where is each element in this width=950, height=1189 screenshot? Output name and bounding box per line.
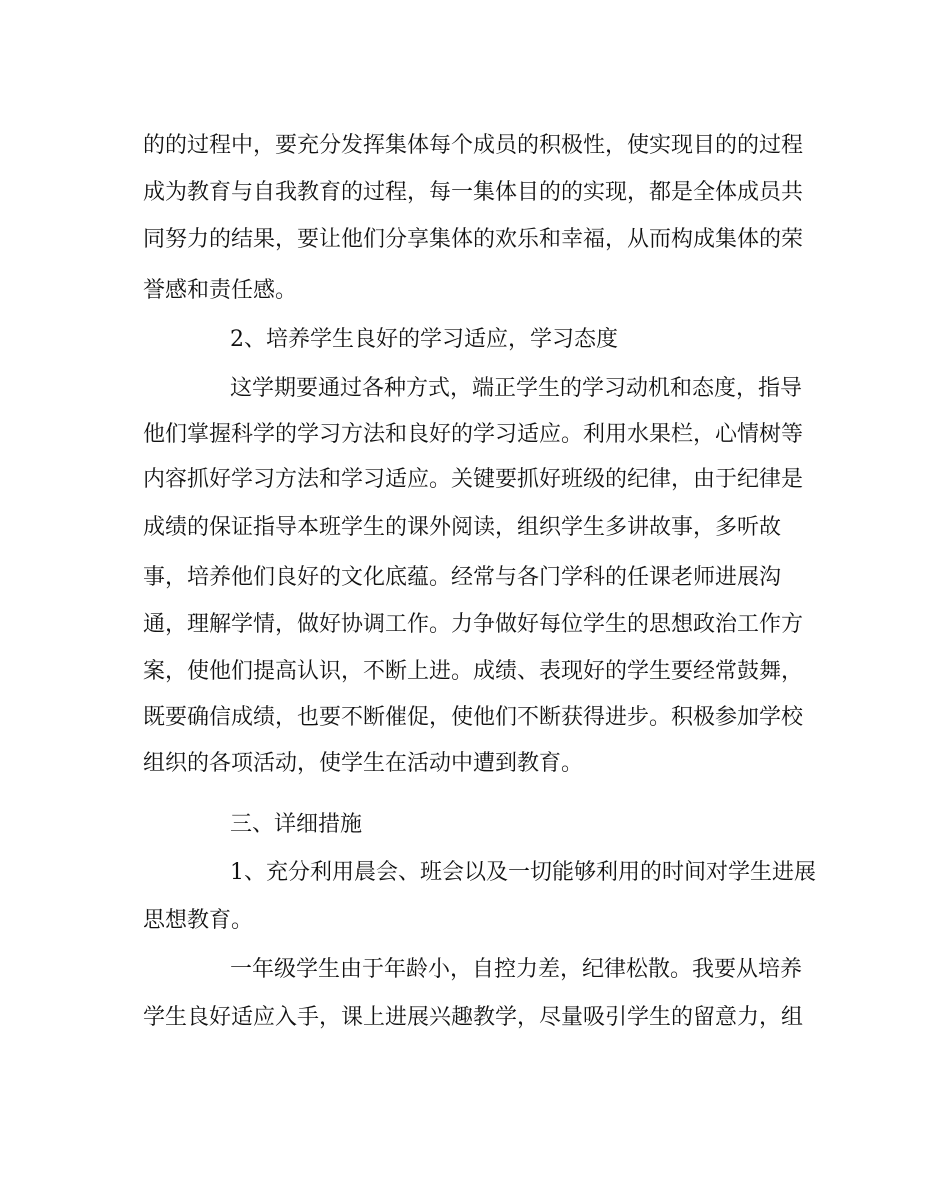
text-line-14: 组织的各项活动，使学生在活动中遭到教育。 (143, 751, 584, 776)
text-line-7: 他们掌握科学的学习方法和良好的学习适应。利用水果栏，心情树等 (143, 422, 804, 447)
text-line-19: 学生良好适应入手，课上进展兴趣教学，尽量吸引学生的留意力，组 (143, 1005, 804, 1030)
text-line-11: 通，理解学情，做好协调工作。力争做好每位学生的思想政治工作方 (143, 612, 804, 637)
text-line-8: 内容抓好学习方法和学习适应。关键要抓好班级的纪律，由于纪律是 (143, 467, 804, 492)
text-line-13: 既要确信成绩，也要不断催促，使他们不断获得进步。积极参加学校 (143, 705, 804, 730)
text-line-4: 誉感和责任感。 (143, 278, 298, 303)
text-line-18: 一年级学生由于年龄小，自控力差，纪律松散。我要从培养 (230, 957, 803, 982)
text-line-10: 事，培养他们良好的文化底蕴。经常与各门学科的任课老师进展沟 (143, 565, 782, 590)
text-line-6: 这学期要通过各种方式，端正学生的学习动机和态度，指导 (230, 376, 803, 401)
text-line-17: 思想教育。 (143, 908, 254, 933)
section-heading-2: 2、培养学生良好的学习适应，学习态度 (230, 327, 618, 352)
section-heading-3: 三、详细措施 (230, 812, 363, 837)
text-line-2: 成为教育与自我教育的过程，每一集体目的的实现，都是全体成员共 (143, 180, 804, 205)
text-line-12: 案，使他们提高认识，不断上进。成绩、表现好的学生要经常鼓舞， (143, 659, 804, 684)
text-line-9: 成绩的保证指导本班学生的课外阅读，组织学生多讲故事，多听故 (143, 515, 782, 540)
text-line-3: 同努力的结果，要让他们分享集体的欢乐和幸福，从而构成集体的荣 (143, 227, 804, 252)
text-line-16: 1、充分利用晨会、班会以及一切能够利用的时间对学生进展 (230, 860, 816, 885)
text-line-1: 的的过程中，要充分发挥集体每个成员的积极性，使实现目的的过程 (143, 133, 804, 158)
